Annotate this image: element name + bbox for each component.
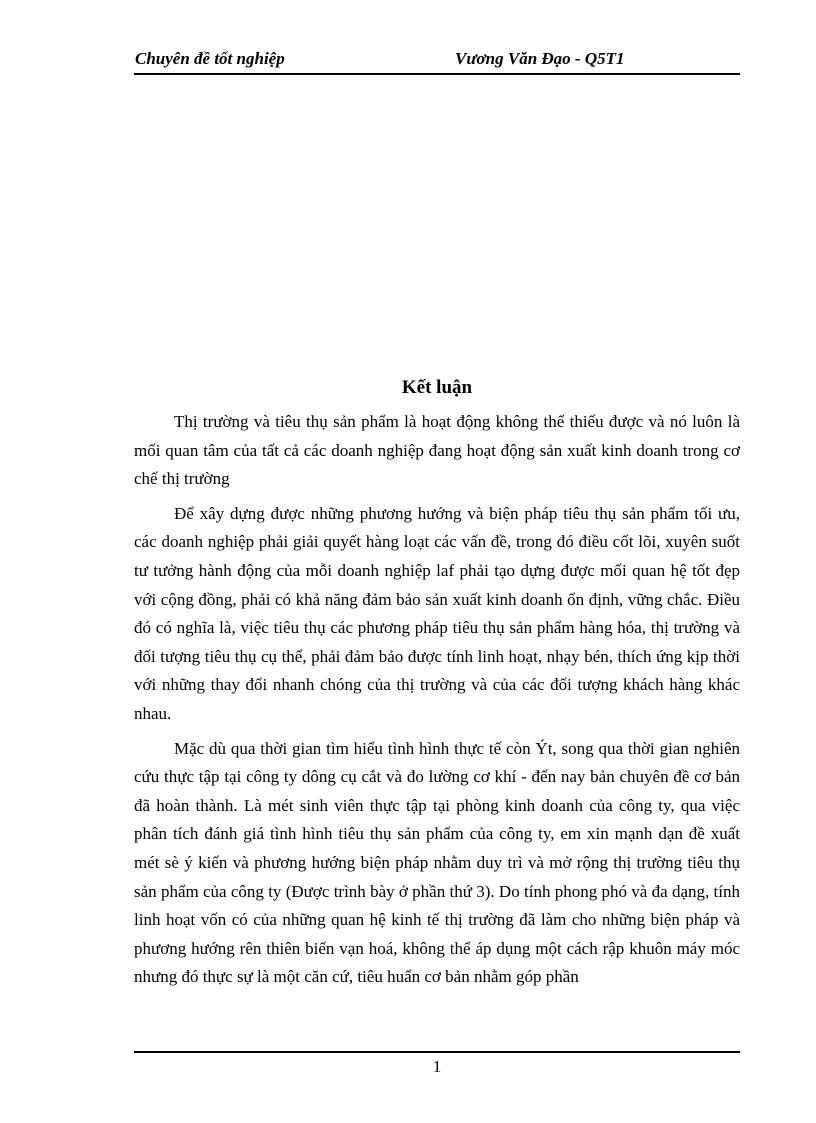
body-paragraph: Thị trường và tiêu thụ sản phẩm là hoạt động không thể thiếu được và nó luôn là mối quan tâm của tất cả các doanh nghiệp đang hoạt động sản xuất kinh doanh trong cơ chế thị trường [134, 412, 740, 489]
body-paragraph: Để xây dựng được những phương hướng và biện pháp tiêu thụ sản phẩm tối ưu, các doanh nghiệp phải giải quyết hàng loạt các vấn đề, trong đó điều cốt lõi, xuyên suốt tư tưởng hành động của mỗi doanh nghiệp laf phải tạo dựng được mối quan hệ tốt đẹp với cộng đồng, phải có khả năng đảm bảo sản xuất kinh doanh ổn định, vững chắc. Điều đó có nghĩa là, việc tiêu thụ các phương pháp tiêu thụ sản phẩm hàng hóa, thị trường và đối tượng tiêu thụ cụ thể, phải đảm bảo được tính linh hoạt, nhạy bén, thích ứng kịp thời với những thay đổi nhanh chóng của thị trường và của các đối tượng khách hàng khác nhau. [134, 503, 740, 723]
body-paragraph: Mặc dù qua thời gian tìm hiểu tình hình thực tế còn Ýt, song qua thời gian nghiên cứu thực tập tại công ty dông cụ cắt và đo lường cơ khí - đến nay bản chuyên đề cơ bản đã hoàn thành. Là mét sinh viên thực tập tại phòng kinh doanh của công ty, qua việc phân tích đánh giá tình hình tiêu thụ sản phẩm của công ty, em xin mạnh dạn đề xuất mét sè ý kiến và phương hướng biện pháp nhằm duy trì và mở rộng thị trường tiêu thụ sản phẩm của công ty (Được trình bày ở phần thứ 3). Do tính phong phó và đa dạng, tính linh hoạt vốn có của những quan hệ kinh tế thị trường đã làm cho những biện pháp và phương hướng rên thiên biến vạn hoá, không thể áp dụng một cách rập khuôn máy móc nhưng đó thực sự là một căn cứ, tiêu huẩn cơ bản nhằm góp phần [134, 738, 740, 987]
header-author-label: Vương Văn Đạo - Q5T1 [455, 49, 625, 68]
page-number: 1 [432, 1057, 442, 1076]
document-body [134, 408, 740, 998]
page-header [134, 47, 740, 75]
footer-divider [134, 1051, 740, 1053]
header-thesis-label: Chuyên đề tốt nghiệp [135, 49, 285, 68]
section-title: Kết luận [401, 377, 473, 398]
